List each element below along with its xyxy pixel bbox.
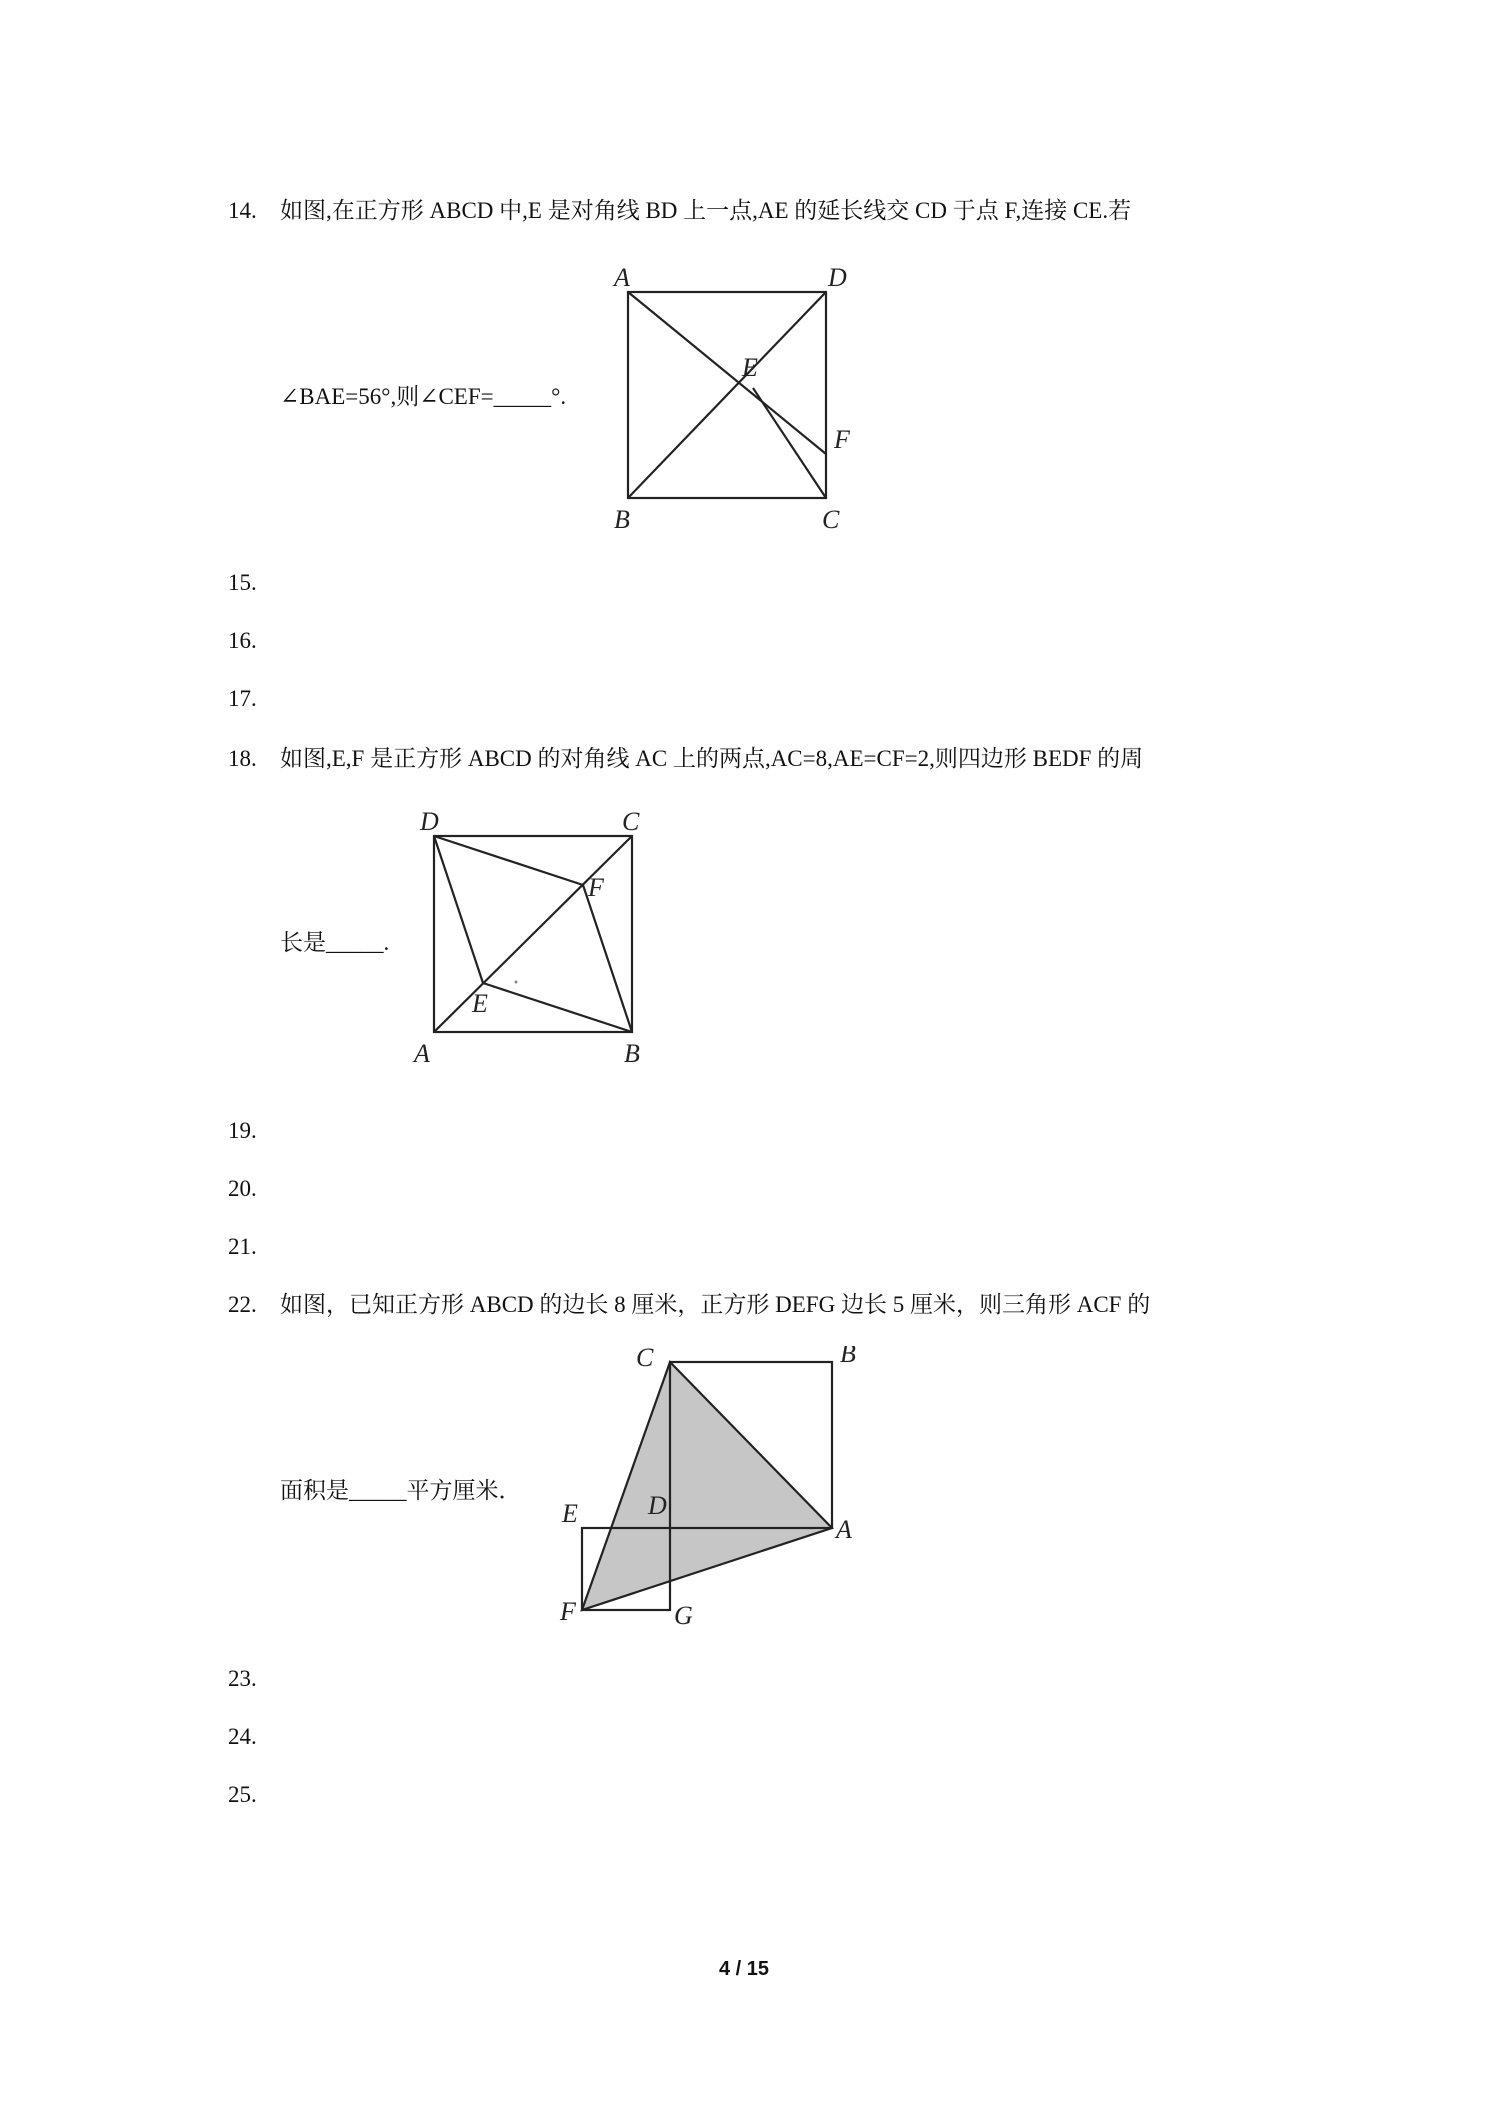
label-e: E bbox=[472, 989, 488, 1018]
label-g: G bbox=[674, 1601, 693, 1630]
question-number: 23. bbox=[228, 1666, 257, 1691]
label-e: E bbox=[562, 1499, 578, 1528]
segment-be bbox=[483, 983, 632, 1032]
question-number: 14. bbox=[228, 198, 257, 223]
figure-q18 bbox=[408, 802, 658, 1066]
label-e: E bbox=[742, 353, 758, 382]
question-number: 21. bbox=[228, 1234, 257, 1259]
shaded-triangle-acf bbox=[582, 1362, 832, 1610]
segment-ce bbox=[753, 388, 826, 498]
label-a: A bbox=[414, 1039, 430, 1066]
segment-de bbox=[434, 836, 483, 983]
label-d: D bbox=[828, 263, 847, 292]
question-number: 25. bbox=[228, 1782, 257, 1807]
diagonal-ac bbox=[434, 836, 632, 1032]
label-c: C bbox=[622, 807, 640, 836]
question-14-text-line1: 如图,在正方形 ABCD 中,E 是对角线 BD 上一点,AE 的延长线交 CD 于点 F,连接 CE.若 bbox=[280, 198, 1132, 223]
page-number: 4 / 15 bbox=[718, 1958, 770, 1980]
question-22-text-line1: 如图，已知正方形 ABCD 的边长 8 厘米，正方形 DEFG 边长 5 厘米，则三角形 ACF 的 bbox=[280, 1292, 1151, 1317]
segment-df bbox=[434, 836, 583, 885]
label-b: B bbox=[624, 1039, 640, 1066]
question-22-text-line2: 面积是_____平方厘米． bbox=[280, 1478, 522, 1503]
label-c: C bbox=[822, 505, 840, 534]
question-number: 20. bbox=[228, 1176, 257, 1201]
question-number: 16. bbox=[228, 628, 257, 653]
question-number: 22. bbox=[228, 1292, 257, 1317]
question-18-text-line1: 如图,E,F 是正方形 ABCD 的对角线 AC 上的两点,AC=8,AE=CF=2,则四边形 BEDF 的周 bbox=[280, 746, 1144, 771]
question-number: 15. bbox=[228, 570, 257, 595]
label-b: B bbox=[840, 1346, 856, 1368]
label-d: D bbox=[420, 807, 439, 836]
question-number: 19. bbox=[228, 1118, 257, 1143]
label-f: F bbox=[560, 1597, 576, 1626]
label-a: A bbox=[614, 263, 630, 292]
figure-q14 bbox=[600, 258, 880, 544]
segment-af bbox=[628, 292, 826, 454]
question-18-text-line2: 长是_____. bbox=[280, 930, 390, 955]
label-f: F bbox=[834, 425, 850, 454]
label-f: F bbox=[588, 873, 604, 902]
label-d: D bbox=[648, 1491, 667, 1520]
figure-q22 bbox=[550, 1346, 880, 1636]
question-14-text-line2: ∠BAE=56°,则∠CEF=_____°. bbox=[280, 384, 567, 409]
label-c: C bbox=[636, 1346, 654, 1372]
question-number: 24. bbox=[228, 1724, 257, 1749]
segment-bf bbox=[583, 885, 632, 1032]
label-a: A bbox=[836, 1515, 852, 1544]
diagonal-bd bbox=[628, 292, 826, 498]
label-b: B bbox=[614, 505, 630, 534]
question-number: 17. bbox=[228, 686, 257, 711]
question-number: 18. bbox=[228, 746, 257, 771]
